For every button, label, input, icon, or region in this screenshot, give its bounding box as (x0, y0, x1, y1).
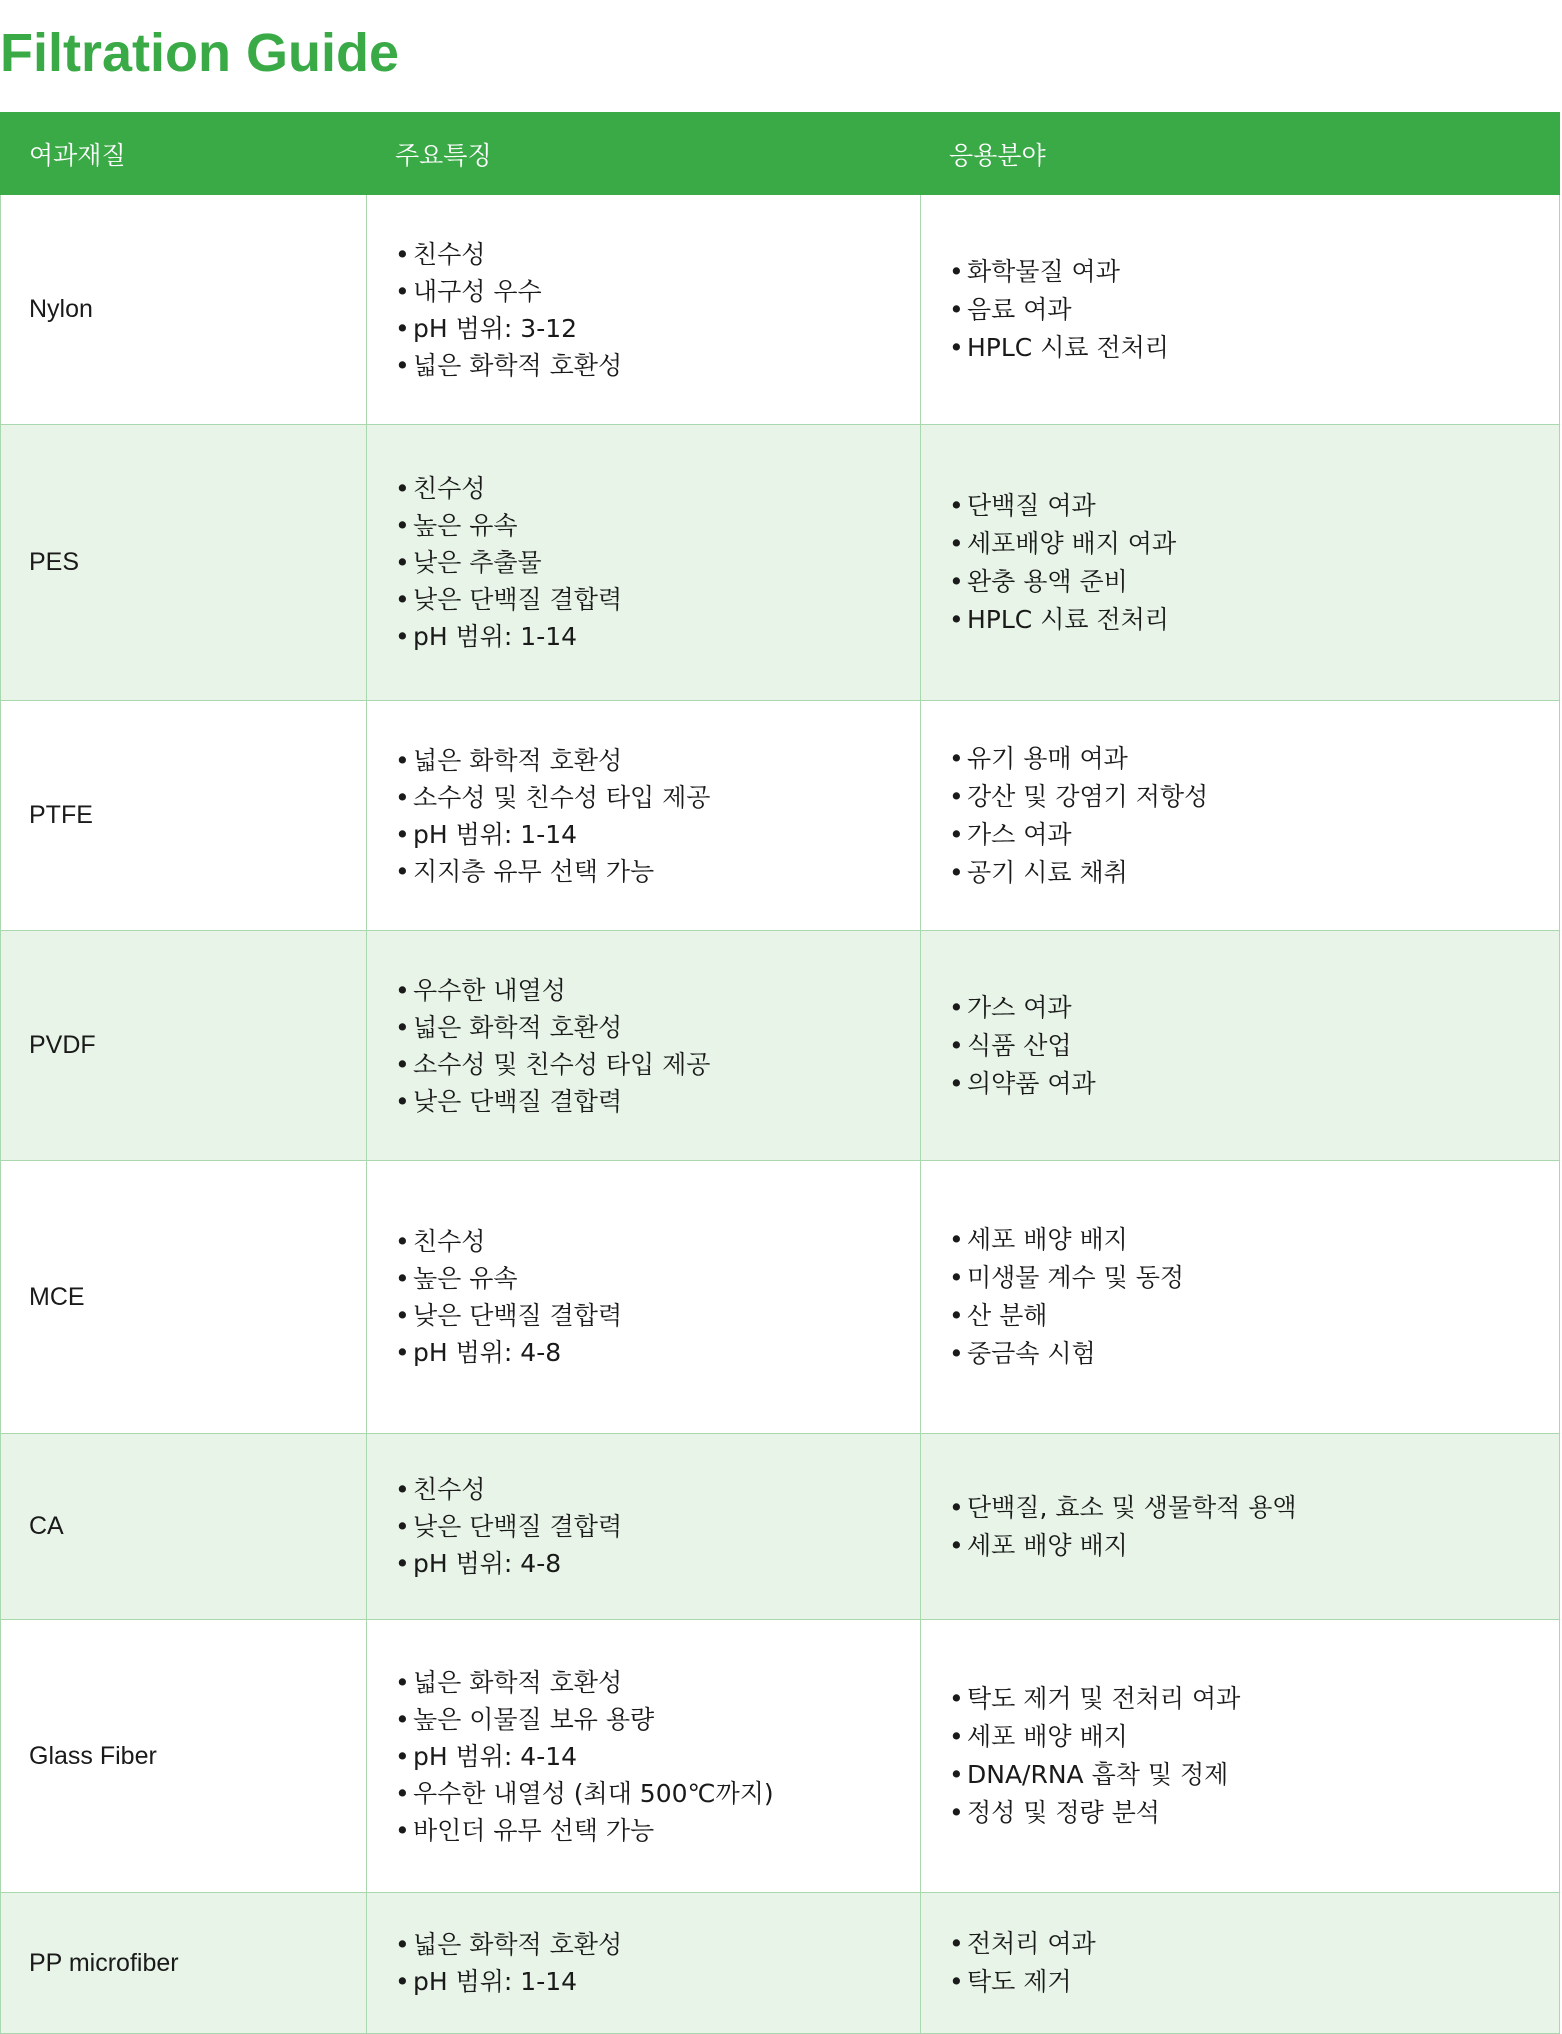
application-item: • 강산 및 강염기 저항성 (949, 778, 1559, 816)
feature-item: • 친수성 (395, 236, 920, 273)
table-row (1, 1893, 1560, 2034)
feature-item: • 높은 유속 (395, 507, 920, 544)
application-item: • 탁도 제거 및 전처리 여과 (949, 1680, 1559, 1718)
applications-cell (921, 931, 1560, 1161)
table-row (1, 931, 1560, 1161)
feature-item: • pH 범위: 1-14 (395, 1963, 920, 2000)
applications-list (921, 1680, 1559, 1832)
features-list (367, 236, 920, 384)
application-item: • 완충 용액 준비 (949, 563, 1559, 601)
table-row (1, 425, 1560, 701)
table-row (1, 701, 1560, 931)
table-header-row (1, 113, 1560, 195)
feature-item: • pH 범위: 3-12 (395, 310, 920, 347)
header-material: 여과재질 (1, 113, 367, 195)
application-item: • 미생물 계수 및 동정 (949, 1259, 1559, 1297)
application-item: • 세포 배양 배지 (949, 1718, 1559, 1756)
feature-item: • 넓은 화학적 호환성 (395, 742, 920, 779)
feature-item: • 우수한 내열성 (최대 500℃까지) (395, 1775, 920, 1812)
features-list (367, 972, 920, 1120)
feature-item: • 낮은 단백질 결합력 (395, 581, 920, 618)
application-item: • 탁도 제거 (949, 1963, 1559, 2001)
filtration-table (0, 112, 1560, 2034)
application-item: • DNA/RNA 흡착 및 정제 (949, 1756, 1559, 1794)
material-cell: MCE (1, 1161, 367, 1434)
material-cell: PVDF (1, 931, 367, 1161)
application-item: • 단백질 여과 (949, 487, 1559, 525)
feature-item: • 높은 이물질 보유 용량 (395, 1701, 920, 1738)
applications-list (921, 740, 1559, 892)
features-list (367, 470, 920, 655)
feature-item: • 친수성 (395, 1471, 920, 1508)
table-row (1, 1620, 1560, 1893)
material-cell: PTFE (1, 701, 367, 931)
feature-item: • 넓은 화학적 호환성 (395, 1664, 920, 1701)
page-title: Filtration Guide (0, 23, 399, 83)
application-item: • 중금속 시험 (949, 1335, 1559, 1373)
feature-item: • 낮은 단백질 결합력 (395, 1297, 920, 1334)
applications-list (921, 1221, 1559, 1373)
header-features: 주요특징 (367, 113, 921, 195)
table-row (1, 195, 1560, 425)
application-item: • 세포 배양 배지 (949, 1221, 1559, 1259)
feature-item: • pH 범위: 4-8 (395, 1334, 920, 1371)
applications-cell (921, 425, 1560, 701)
features-list (367, 1223, 920, 1371)
features-cell (367, 425, 921, 701)
feature-item: • 친수성 (395, 470, 920, 507)
feature-item: • pH 범위: 1-14 (395, 816, 920, 853)
feature-item: • 낮은 단백질 결합력 (395, 1083, 920, 1120)
feature-item: • 소수성 및 친수성 타입 제공 (395, 1046, 920, 1083)
material-cell: CA (1, 1434, 367, 1620)
application-item: • 의약품 여과 (949, 1065, 1559, 1103)
applications-cell (921, 1893, 1560, 2034)
table-row (1, 1161, 1560, 1434)
application-item: • 식품 산업 (949, 1027, 1559, 1065)
application-item: • 가스 여과 (949, 989, 1559, 1027)
feature-item: • 친수성 (395, 1223, 920, 1260)
features-cell (367, 1893, 921, 2034)
application-item: • 산 분해 (949, 1297, 1559, 1335)
applications-cell (921, 701, 1560, 931)
table-row (1, 1434, 1560, 1620)
application-item: • 공기 시료 채취 (949, 854, 1559, 892)
feature-item: • pH 범위: 4-14 (395, 1738, 920, 1775)
application-item: • 음료 여과 (949, 291, 1559, 329)
application-item: • 세포배양 배지 여과 (949, 525, 1559, 563)
applications-cell (921, 1620, 1560, 1893)
feature-item: • 내구성 우수 (395, 273, 920, 310)
applications-list (921, 1489, 1559, 1565)
applications-list (921, 1925, 1559, 2001)
application-item: • 가스 여과 (949, 816, 1559, 854)
applications-cell (921, 195, 1560, 425)
feature-item: • 바인더 유무 선택 가능 (395, 1812, 920, 1849)
feature-item: • 소수성 및 친수성 타입 제공 (395, 779, 920, 816)
application-item: • 세포 배양 배지 (949, 1527, 1559, 1565)
features-cell (367, 1161, 921, 1434)
material-cell: Glass Fiber (1, 1620, 367, 1893)
feature-item: • 높은 유속 (395, 1260, 920, 1297)
features-cell (367, 701, 921, 931)
feature-item: • 넓은 화학적 호환성 (395, 1926, 920, 1963)
material-cell: PES (1, 425, 367, 701)
feature-item: • pH 범위: 1-14 (395, 618, 920, 655)
feature-item: • 넓은 화학적 호환성 (395, 347, 920, 384)
feature-item: • 지지층 유무 선택 가능 (395, 853, 920, 890)
applications-cell (921, 1434, 1560, 1620)
header-applications: 응용분야 (921, 113, 1560, 195)
features-list (367, 1664, 920, 1849)
features-list (367, 1926, 920, 2000)
feature-item: • 우수한 내열성 (395, 972, 920, 1009)
feature-item: • 낮은 추출물 (395, 544, 920, 581)
application-item: • 화학물질 여과 (949, 253, 1559, 291)
application-item: • 유기 용매 여과 (949, 740, 1559, 778)
application-item: • 단백질, 효소 및 생물학적 용액 (949, 1489, 1559, 1527)
features-list (367, 742, 920, 890)
application-item: • 정성 및 정량 분석 (949, 1794, 1559, 1832)
feature-item: • 넓은 화학적 호환성 (395, 1009, 920, 1046)
features-list (367, 1471, 920, 1582)
feature-item: • 낮은 단백질 결합력 (395, 1508, 920, 1545)
applications-list (921, 487, 1559, 639)
application-item: • 전처리 여과 (949, 1925, 1559, 1963)
features-cell (367, 195, 921, 425)
applications-cell (921, 1161, 1560, 1434)
feature-item: • pH 범위: 4-8 (395, 1545, 920, 1582)
application-item: • HPLC 시료 전처리 (949, 601, 1559, 639)
features-cell (367, 931, 921, 1161)
applications-list (921, 253, 1559, 367)
material-cell: Nylon (1, 195, 367, 425)
application-item: • HPLC 시료 전처리 (949, 329, 1559, 367)
features-cell (367, 1620, 921, 1893)
material-cell: PP microfiber (1, 1893, 367, 2034)
applications-list (921, 989, 1559, 1103)
features-cell (367, 1434, 921, 1620)
